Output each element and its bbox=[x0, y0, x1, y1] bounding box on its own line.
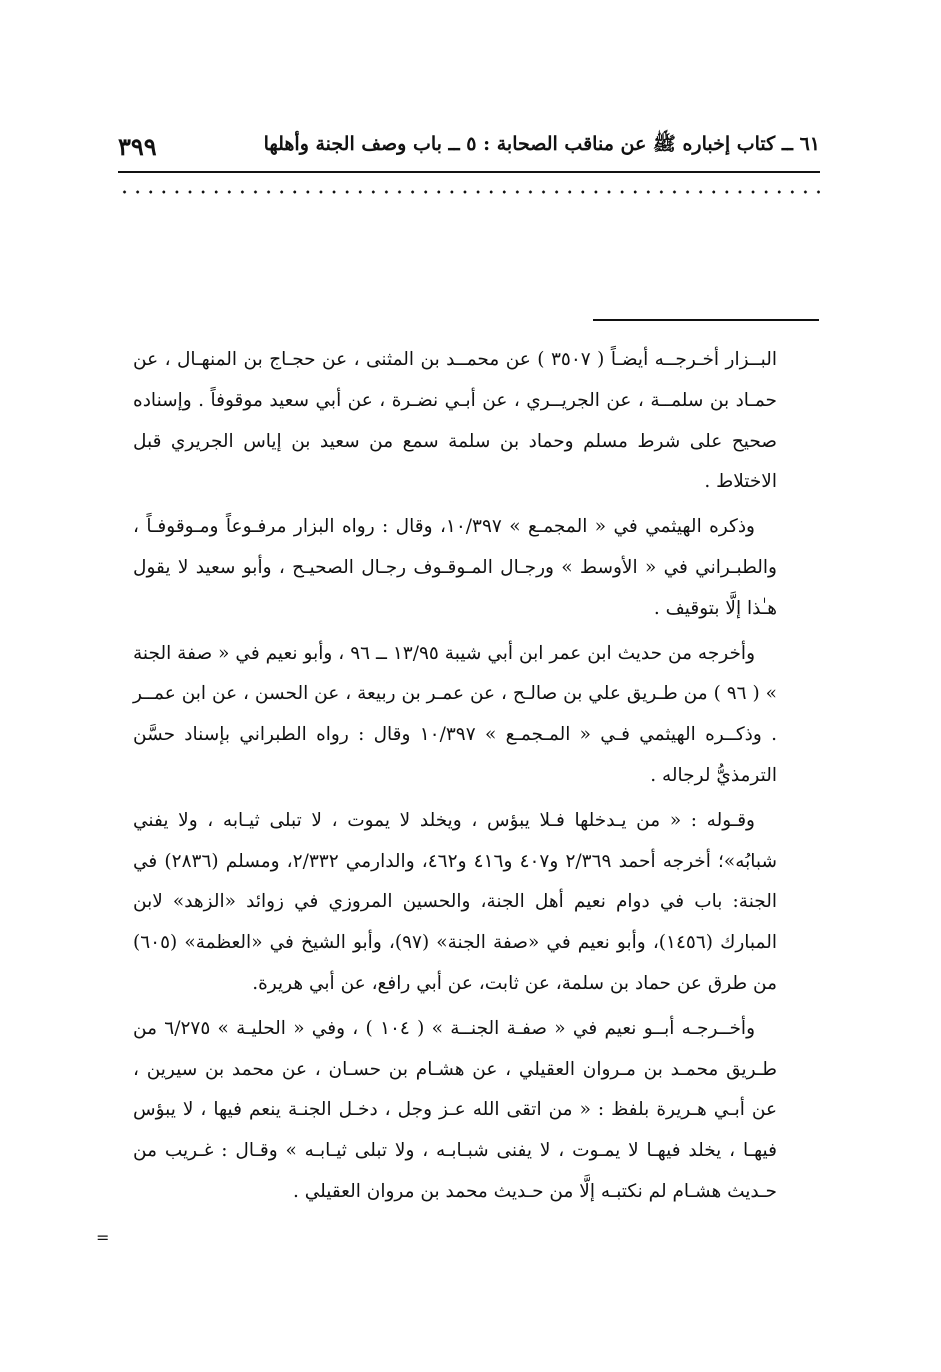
footnotes bbox=[133, 340, 777, 1217]
header-rule bbox=[118, 171, 820, 173]
footnote-paragraph: وقـوله : « من يـدخلها فـلا يبؤس ، ويخلد لا يموت ، لا تبلى ثيـابه ، ولا يفني شبابُه»؛ أخرجه أحمد ٢/٣٦٩ و٤٠٧ و٤١٦ و٤٦٢، والدارمي ٢/٣٣٢، ومسلم (٢٨٣٦) في الجنة: باب في دوام نعيم أهل الجنة، والحسين المروزي في زوائد «الزهد» لابن المبارك (١٤٥٦)، وأبو نعيم في «صفة الجنة» (٩٧)، وأبو الشيخ في «العظمة» (٦٠٥) من طرق عن حماد بن سلمة، عن ثابت، عن أبي رافع، عن أبي هريرة. bbox=[133, 809, 778, 994]
continuation-mark: = bbox=[96, 1228, 110, 1247]
running-head bbox=[118, 126, 820, 166]
running-title: ٦١ ــ كتاب إخباره ﷺ عن مناقب الصحابة : ٥ ــ باب وصف الجنة وأهلها bbox=[263, 133, 820, 155]
dotted-divider bbox=[118, 190, 820, 194]
footnote-paragraph: البــزار أخـرجــه أيضـاً ( ٣٥٠٧ ) عن محمــد بن المثنى ، عن حجـاج بن المنهـال ، عن حمـاد بن سلمــة ، عن الجريــري ، عن أبـي نضـرة ، عن أبي سعيد موقوفاً . وإسناده صحيح على شرط مسلم وحماد بن سلمة سمع من سعيد بن إياس الجريري قبل الاختلاط . bbox=[133, 349, 777, 493]
footnote-separator bbox=[593, 319, 819, 321]
footnote-paragraph: وأخرجه من حديث ابن عمر ابن أبي شيبة ١٣/٩٥ ــ ٩٦ ، وأبو نعيم في « صفة الجنة » ( ٩٦ ) من طـريق علي بن صالـح ، عن عمـر بن ربيعة ، عن الحسن ، عن ابن عمــر . وذكــره الهيثمي فـي « المـجمـع » ١٠/٣٩٧ وقال : رواه الطبراني بإسناد حسَّن الترمذيُّ لرجاله . bbox=[133, 642, 777, 786]
footnote-paragraph: وأخــرجـه أبــو نعيم في « صفـة الجنــة » ( ١٠٤ ) ، وفي « الحليـة » ٦/٢٧٥ من طـريق محمـد بن مـروان العقيلي ، عن هشـام بن حسـان ، عن محمد بن سيرين ، عن أبـي هـريرة بلفظ : « من اتقى الله عـز وجل ، دخـل الجنـة ينعم فيها ، لا يبؤس فيهـا ، يخلد فيهـا لا يمـوت ، لا يفنى شبـابـه ، ولا تبلى ثيـابـه » وقـال : غـريب من حـديث هشـام لم نكتبـه إلَّا من حـديث محمد بن مروان العقيلي . bbox=[133, 1017, 777, 1202]
page-number: ٣٩٩ bbox=[118, 131, 157, 161]
footnote-paragraph: وذكره الهيثمي في « المجمـع » ١٠/٣٩٧، وقال : رواه البزار مرفـوعاً ومـوقوفـاً ، والطبـراني في « الأوسط » ورجـال المـوقـوف رجـال الصحيـح ، وأبو سعيد لا يقول هـٰذا إلَّا بتوقيف . bbox=[133, 516, 777, 619]
